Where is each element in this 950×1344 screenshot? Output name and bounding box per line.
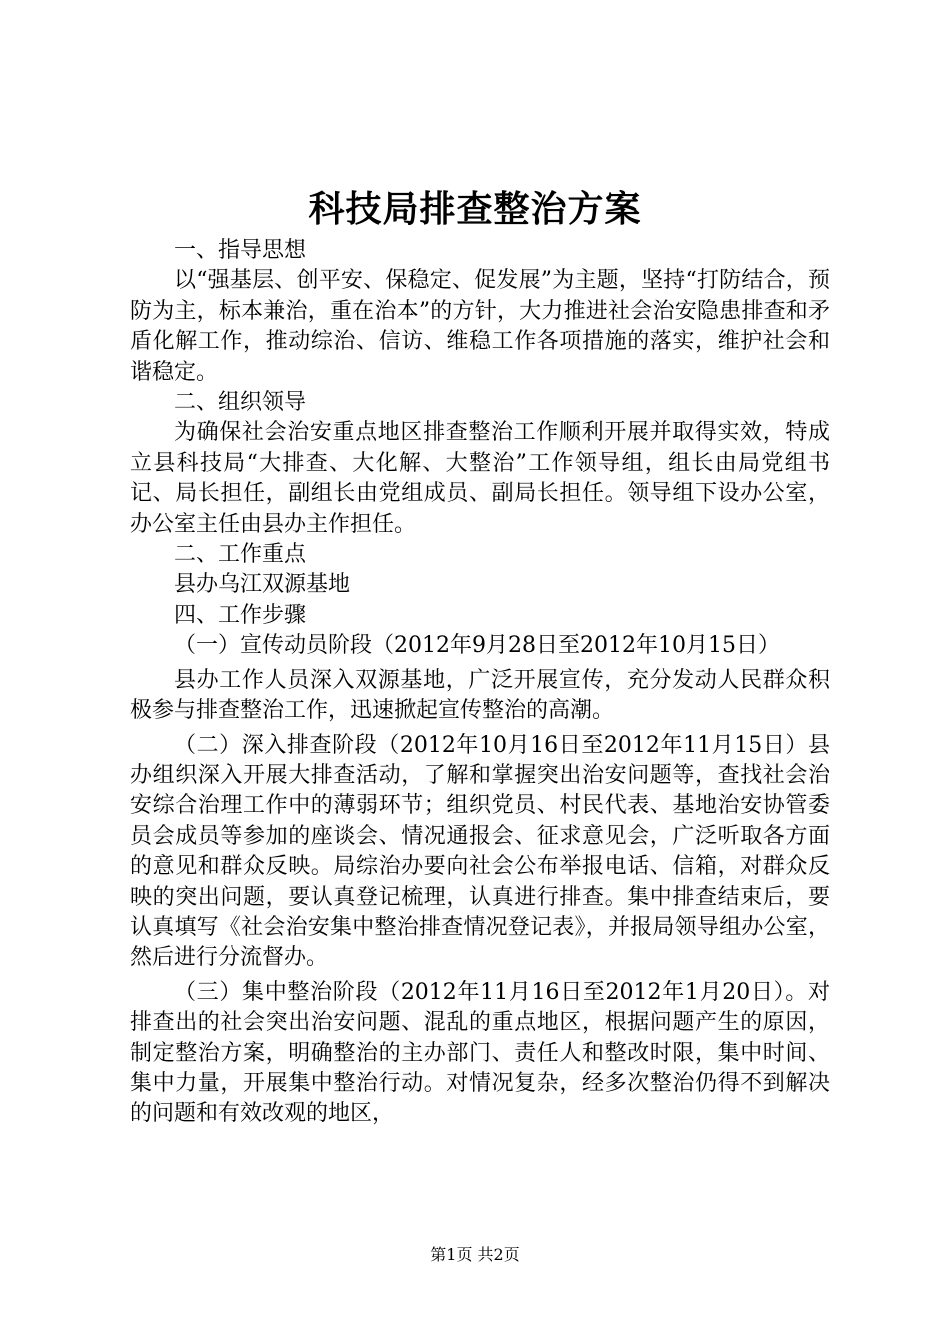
page-footer: 第1页 共2页 bbox=[430, 1245, 520, 1264]
section-heading-work-focus: 二、工作重点 bbox=[174, 542, 307, 568]
document-body bbox=[130, 236, 830, 1130]
paragraph-guiding-ideology: 以“强基层、创平安、保稳定、促发展”为主题，坚持“打防结合，预防为主，标本兼治，重在治本”的方针，大力推进社会治安隐患排查和矛盾化解工作，推动综治、信访、维稳工作各项措施的落实，维护社会和谐稳定。 bbox=[130, 268, 830, 385]
section-heading-work-steps: 四、工作步骤 bbox=[174, 602, 307, 628]
paragraph-organization: 为确保社会治安重点地区排查整治工作顺利开展并取得实效，特成立县科技局“大排查、大化解、大整治”工作领导组，组长由局党组书记、局长担任，副组长由党组成员、副局长担任。领导组下设办公室，办公室主任由县办主作担任。 bbox=[130, 420, 830, 537]
section-heading-guiding-ideology: 一、指导思想 bbox=[174, 238, 307, 263]
paragraph-stage-two: （二）深入排查阶段（2012年10月16日至2012年11月15日）县办组织深入开展大排查活动，了解和掌握突出治安问题等，查找社会治安综合治理工作中的薄弱环节；组织党员、村民代表、基地治安协管委员会成员等参加的座谈会、情况通报会、征求意见会，广泛听取各方面的意见和群众反映。局综治办要向社会公布举报电话、信箱，对群众反映的突出问题，要认真登记梳理，认真进行排查。集中排查结束后，要认真填写《社会治安集中整治排查情况登记表》，并报局领导组办公室，然后进行分流督办。 bbox=[130, 732, 830, 971]
paragraph-stage-one: 县办工作人员深入双源基地，广泛开展宣传，充分发动人民群众积极参与排查整治工作，迅速掀起宣传整治的高潮。 bbox=[130, 667, 830, 724]
paragraph-stage-three: （三）集中整治阶段（2012年11月16日至2012年1月20日）。对排查出的社会突出治安问题、混乱的重点地区，根据问题产生的原因，制定整治方案，明确整治的主办部门、责任人和整改时限，集中时间、集中力量，开展集中整治行动。对情况复杂，经多次整治仍得不到解决的问题和有效改观的地区， bbox=[130, 979, 830, 1127]
section-heading-organization: 二、组织领导 bbox=[174, 390, 307, 416]
paragraph-work-focus: 县办乌江双源基地 bbox=[174, 572, 351, 598]
document-title: 科技局排查整治方案 bbox=[308, 188, 642, 230]
subheading-stage-one: （一）宣传动员阶段（2012年9月28日至2012年10月15日） bbox=[174, 633, 780, 659]
